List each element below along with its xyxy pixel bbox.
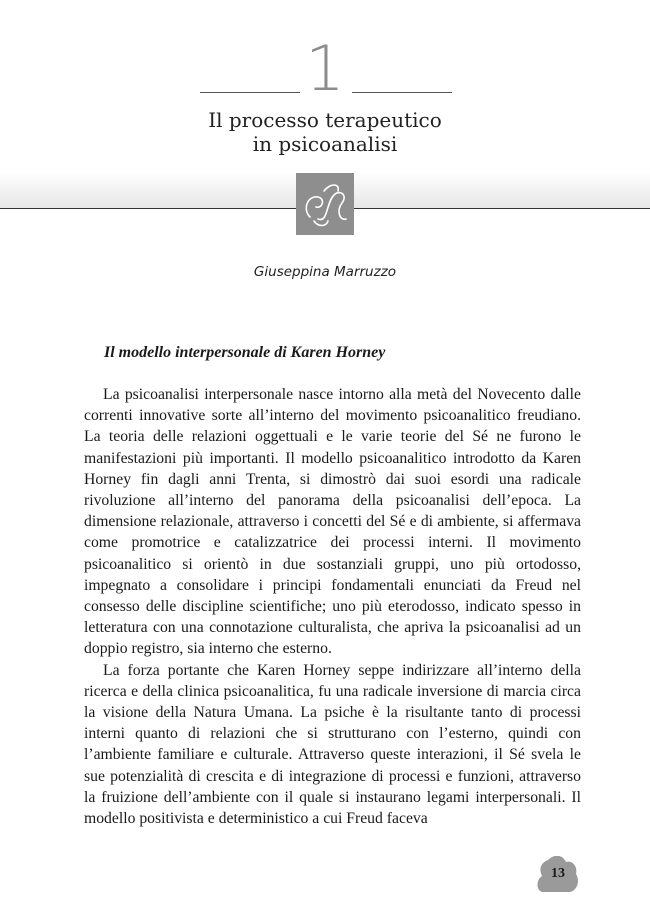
chapter-title-line-2: in psicoanalisi [252,132,398,156]
chapter-number: 1 [305,32,345,105]
paragraph: La forza portante che Karen Horney seppe indirizzare all’interno della ricerca e della clinica psicoanalitica, fu una radicale inversione di marcia circa la visione della Natura Umana. La psiche è la risultante tanto di processi interni quanto di relazioni che si strutturano con l’esterno, quindi con l’ambiente familiare e culturale. Attraverso queste interazioni, il Sé svela le sue potenzialità di crescita e di integrazione di processi e funzioni, attraverso la fruizione dell’ambiente con il quale si instaurano legami interpersonali. Il modello positivista e deterministico a cui Freud faceva [84,661,581,828]
author-name: Giuseppina Marruzzo [253,264,397,280]
chapter-title [0,108,650,156]
page-number-badge [536,856,580,894]
section-heading: Il modello interpersonale di Karen Horney [104,344,386,361]
body-text [84,384,581,829]
page-number: 13 [551,866,565,881]
paragraph: La psicoanalisi interpersonale nasce intorno alla metà del Novecento dalle correnti innovative sorte all’interno del movimento psicoanalitico freudiano. La teoria delle relazioni oggettuali e le varie teorie del Sé ne furono le manifestazioni più importanti. Il modello psicoanalitico introdotto da Karen Horney fin dagli anni Trenta, si dimostrò dai suoi esordi una radicale rivoluzione all’interno del panorama della psicoanalisi dell’epoca. La dimensione relazionale, attraverso i concetti del Sé e di ambiente, si affermava come promotrice e catalizzatrice dei processi interni. Il movimento psicoanalitico si orientò in due sostanziali gruppi, uno più ortodosso, impegnato a consolidare i principi fondamentali enunciati da Freud nel consesso delle discipline scientifiche; uno più eterodosso, indicato spesso in letteratura con una connotazione culturalista, che apriva la psicoanalisi ad un doppio registro, sia interno che esterno. [84,386,581,658]
chapter-rule-right [352,92,452,93]
chapter-title-line-1: Il processo terapeutico [208,108,442,132]
swirl-emblem-icon [296,173,354,235]
